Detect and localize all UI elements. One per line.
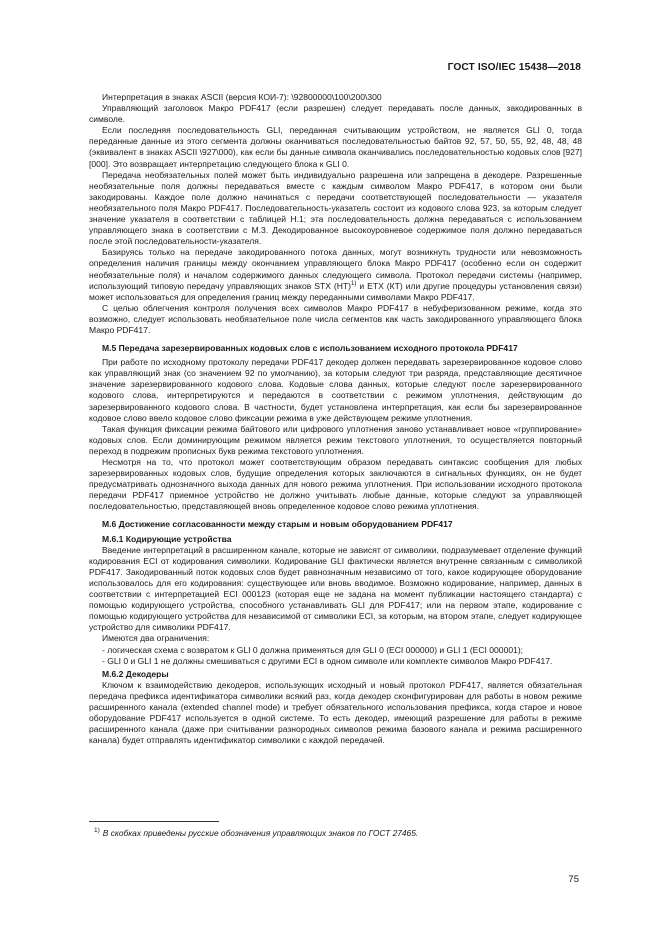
subsection-heading-m61: М.6.1 Кодирующие устройства [102,533,232,544]
paragraph-macro-header: Управляющий заголовок Макро PDF417 (если разрешен) следует передавать после данных, закодированных в символе. [89,103,582,125]
document-header: ГОСТ ISO/IEC 15438—2018 [447,62,581,73]
paragraph-protocol-syntax: Несмотря на то, что протокол может соответствующим образом передавать синтаксис сообщения для любых зарезервированных кодовых слов, будущие определения которых заключаются в сигнальных функциях, он не будет предусматривать однозначного выхода данных для нового режима уплотнения. При использовании исходного протокола передачи PDF417 приемное устройство не должно учитывать любые данные, которые следуют за управляющей последовательностью, представляющей вновь определенное кодовое слово режима уплотнения. [89,457,582,512]
footnote-text: В скобках приведены русские обозначения управляющих знаков по ГОСТ 27465. [102,828,419,838]
paragraph-decoders: Ключом к взаимодействию декодеров, использующих исходный и новый протокол PDF417, является обязательная передача префикса идентификатора символики всякий раз, когда декодер сконфигурирован для работы в новом режиме расширенного канала (extended channel mode) и требует обязательного использования префикса, когда старое и новое оборудование PDF417 используется в одной системе. То есть декодер, имеющий разрешение для работы в режиме расширенного канала (даже при считывании разнородных символов режима базового канала и режима расширенного канала) будет отправлять идентификатор символики с каждой передачей. [89,679,582,746]
footnote-marker: 1) [94,827,100,835]
footnote-divider [89,821,219,822]
paragraph-mode-latch: Такая функция фиксации режима байтового или цифрового уплотнения заново устанавливает новое «группирование» кодовых слов. Если доминирующим режимом является режим текстового уплотнения, то осуществляется повторный переход в подрежим прописных букв режима текстового уплотнения. [89,423,582,456]
list-item-restriction-1: - логическая схема с возвратом к GLI 0 должна применяться для GLI 0 (ECI 000000) и GLI 1 (ECI 000001); [102,644,524,655]
list-item-restriction-2: - GLI 0 и GLI 1 не должны смешиваться с другими ECI в одном символе или комплекте символов Макро PDF417. [102,655,553,666]
subsection-heading-m62: М.6.2 Декодеры [102,668,169,679]
paragraph-optional-fields: Передача необязательных полей может быть индивидуально разрешена или запрещена в декодере. Разрешенные необязательные поля должны передаваться вместе с каждым символом Макро PDF417, в котором они были закодированы. Каждое поле должно начинаться с передачи соответствующей последовательности — указателя необязательного поля Макро PDF417. Последовательность-указатель состоит из кодового слова 923, за которым следует значение указателя в соответствии с таблицей H.1; эта последовательность должна передаваться с использованием управляющего знака в соответствии с M.3. Декодированное высокоуровневое содержимое поля должно передаваться после этой последовательности-указателя. [89,169,582,247]
paragraph-boundary [89,247,582,302]
paragraph-reserved-codewords: При работе по исходному протоколу передачи PDF417 декодер должен передавать зарезервированное кодовое слово как управляющий знак (со значением 92 по умолчанию), за которым следуют три разряда, представляющие десятичное значение зарезервированного кодового слова. Кодовые слова данных, которые следуют после зарезервированного кодового слова, интерпретируются и передаются в соответствии с режимом уплотнения, действующим до зарезервированного кодового слова. В частности, будет установлена интерпретация, как если бы зарезервированное кодовое слово ввело кодовое слово фиксации режима в уже действующем режиме уплотнения. [89,357,582,423]
paragraph-gli-sequence: Если последняя последовательность GLI, переданная считывающим устройством, не является GLI 0, тогда переданные данные из этого сегмента должны оканчиваться последовательностью байтов 92, 57, 50, 55, 92, 48, 48, 48 (эквивалент в знаках ASCII \927\000), как если бы данные символа оканчивались последовательностью кодовых слов [927][000]. Это возвращает интерпретацию следующего блока к GLI 0. [89,125,582,169]
page-number: 75 [568,874,579,885]
paragraph-segment-count: С целью облегчения контроля получения всех символов Макро PDF417 в небуферизованном режиме, когда это возможно, следует использовать необязательное поле числа сегментов как часть закодированного управляющего блока Макро PDF417. [89,302,582,335]
paragraph-restrictions-intro: Имеются два ограничения: [102,633,210,644]
footnote [89,828,582,839]
paragraph-boundary-tail: и ETX (КТ) или другие процедуры установления связи) может использоваться для определения границ между переданными символами Макро PDF417. [89,280,582,302]
paragraph-boundary-text: Базируясь только на передаче закодированного потока данных, могут возникнуть трудности или невозможность определения наличия границы между окончанием управляющего блока Макро PDF417 (особенно если он содержит необязательные поля) и началом содержимого данных следующего символа. Протокол передачи системы (например, использующий типовую передачу управляющих знаков STX (НТ) [89,247,582,291]
paragraph-ascii-interpretation: Интерпретация в знаках ASCII (версия КОИ-7): \92800000\100\200\300 [102,92,382,102]
section-heading-m6: М.6 Достижение согласованности между старым и новым оборудованием PDF417 [102,519,453,530]
paragraph-encoders: Введение интерпретаций в расширенном канале, которые не зависят от символики, подразумевает отделение функций кодирования ECI от кодирования символики. Кодирование GLI фактически является внутренне связанным с символикой PDF417. Закодированный поток кодовых слов будет равнозначным независимо от того, какое кодирующее оборудование использовалось для его кодирования: существующее или вновь вводимое. Возможно кодирование, например, данных в соответствии с интерпретацией ECI 000123 (которая еще не задана на момент публикации настоящего стандарта) с помощью кодирующего устройства, способного устанавливать GLI для PDF417; или на первом этапе, кодирование с помощью кодирующего устройства для независимой от символики ECI, за которым, на втором этапе, следует кодирующее устройство для символики PDF417. [89,544,582,633]
main-text [89,92,582,746]
section-heading-m5: М.5 Передача зарезервированных кодовых слов с использованием исходного протокола PDF417 [102,343,518,354]
footnote-reference: 1) [351,280,357,287]
